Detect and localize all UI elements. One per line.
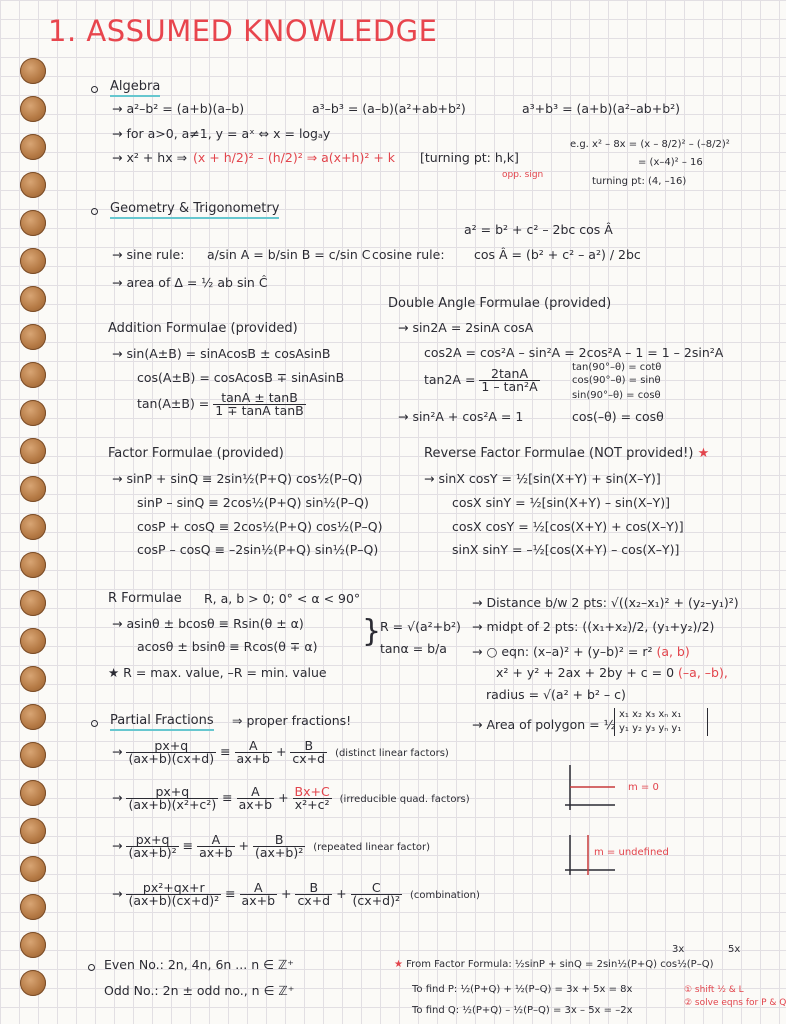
binder-ring [20,210,46,236]
binder-ring [20,780,46,806]
polygon-matrix [614,708,708,736]
reverse-heading [424,447,709,461]
binder-ring [20,628,46,654]
pf1-b-num: B [290,740,327,753]
reverse-l4: sinX sinY = –½[cos(X+Y) – cos(X–Y)] [452,542,680,557]
tan2a-num: 2tanA [479,368,539,381]
factor-heading: Factor Formulae (provided) [108,446,284,461]
bullet-dot [91,86,98,93]
polygon-y-row: y₁ y₂ y₃ yₙ y₁ [619,723,682,734]
factor-l3: cosP + cosQ ≡ 2cos½(P+Q) cos½(P–Q) [137,519,383,534]
pf3-b-num: B [253,834,305,847]
page-title: 1. ASSUMED KNOWLEDGE [48,14,438,48]
pf4-c-num: C [351,882,402,895]
binder-ring [20,552,46,578]
binder-ring [20,514,46,540]
factor-l1: → sinP + sinQ ≡ 2sin½(P+Q) cos½(P–Q) [112,471,363,486]
circle-general [496,666,728,680]
cosine-rule: cos Â = (b² + c² – a²) / 2bc [474,247,641,262]
partial-row-quadratic: → $\frac{px+q}{\text{(ax+b)(x²+c²)}}$ ≡ $\frac{A}{ax+b}$ + $\frac{Bx+C}{\text{x²+c²}}$ (irreducible quad. factors) [112,784,470,812]
bullet-dot [91,720,98,727]
binder-ring [20,362,46,388]
tan2a [424,368,540,393]
addition-heading: Addition Formulae (provided) [108,321,298,336]
circle-general-text: x² + y² + 2ax + 2by + c = 0 [496,665,675,680]
pf3-note: (repeated linear factor) [313,842,431,853]
pf3-a-den: ax+b [199,845,233,860]
pf4-note: (combination) [409,890,480,901]
sine-rule-label: → sine rule: [112,247,185,262]
pf3-den: (ax+b)² [128,845,177,860]
double-angle-heading: Double Angle Formulae (provided) [388,296,612,311]
diff-cubes: a³–b³ = (a–b)(a²+ab+b²) [312,101,466,116]
circle-equation-text: → ○ eqn: (x–a)² + (y–b)² = r² [472,644,653,659]
complete-square-steps: (x + h/2)² – (h/2)² ⇒ a(x+h)² + k [193,150,396,165]
circle-center: (a, b) [656,644,690,659]
binder-ring [20,172,46,198]
pf2-b-den: x²+c² [294,797,330,812]
pf4-c-den: (cx+d)² [352,893,400,908]
tan-addition-lhs: tan(A±B) = [137,396,210,411]
sin2a: → sin2A = 2sinA cosA [398,320,534,335]
pf4-num: px²+qx+r [126,882,221,895]
r-note: ★ R = max. value, –R = min. value [108,665,327,680]
binder-ring [20,324,46,350]
polygon-x-row: x₁ x₂ x₃ xₙ x₁ [619,709,682,720]
tan-addition-num: tanA ± tanB [213,392,305,405]
brace-icon: } [362,614,382,649]
star-icon: ★ [697,446,710,461]
pf4-a-den: ax+b [241,893,276,908]
binder-ring [20,818,46,844]
tan2a-lhs: tan2A = [424,372,476,387]
binder-ring [20,894,46,920]
opp-sign-note: opp. sign [502,170,544,180]
binder-ring [20,932,46,958]
binder-ring [20,438,46,464]
geometry-heading: Geometry & Trigonometry [110,201,279,219]
step-note-1: ① shift ½ & L [684,985,744,995]
binder-ring [20,286,46,312]
cos2a: cos2A = cos²A – sin²A = 2cos²A – 1 = 1 – 2sin²A [424,345,724,360]
tan-alpha: tanα = b/a [380,641,447,656]
pythagorean-identity: → sin²A + cos²A = 1 [398,409,524,424]
pf1-a-num: A [235,740,272,753]
partial-row-combination: → $\frac{\text{px²+qx+r}}{\text{(ax+b)(cx+d)²}}$ ≡ $\frac{A}{ax+b}$ + $\frac{B}{cx+d}$ + $\frac{C}{\text{(cx+d)²}}$ (combination) [112,880,480,908]
binder-ring [20,742,46,768]
r-value: R = √(a²+b²) [380,619,461,634]
binder-ring [20,970,46,996]
pf2-note: (irreducible quad. factors) [339,794,470,805]
distance-formula: → Distance b/w 2 pts: √((x₂–x₁)² + (y₂–y₁)²) [472,595,739,610]
binder-ring [20,590,46,616]
binder-ring [20,400,46,426]
partial-heading: Partial Fractions [110,713,214,731]
label-3x: 3x [672,944,685,955]
label-5x: 5x [728,944,741,955]
tan-addition [137,392,306,417]
binder-ring [20,856,46,882]
sin-addition: → sin(A±B) = sinAcosB ± cosAsinB [112,346,331,361]
pf4-b-num: B [295,882,332,895]
log-rule: → for a>0, a≠1, y = aˣ ⇔ x = logₐy [112,126,331,141]
pf4-a-num: A [240,882,277,895]
polygon-area-label: → Area of polygon = ½ [472,717,616,732]
pf3-b-den: (ax+b)² [255,845,304,860]
reverse-l3: cosX cosY = ½[cos(X+Y) + cos(X–Y)] [452,519,684,534]
circle-general-center: (–a, –b), [678,665,728,680]
pf1-den: (ax+b)(cx+d) [128,751,215,766]
circle-radius: radius = √(a² + b² – c) [486,687,626,702]
pf3-num: px+q [126,834,178,847]
binder-ring [20,248,46,274]
binder-ring [20,476,46,502]
pf2-a-num: A [237,786,274,799]
sine-rule: a/sin A = b/sin B = c/sin C [207,247,371,262]
binder-ring [20,96,46,122]
find-p: To find P: ½(P+Q) + ½(P–Q) = 3x + 5x = 8x [412,984,633,995]
pf3-a-num: A [197,834,234,847]
area-triangle: → area of Δ = ½ ab sin Ĉ [112,275,268,290]
tan-addition-den: 1 ∓ tanA tanB [215,403,304,418]
example-line3: turning pt: (4, –16) [592,176,687,187]
turning-point: [turning pt: h,k] [420,150,519,165]
pf2-num: px+q [126,786,218,799]
cos-addition: cos(A±B) = cosAcosB ∓ sinAsinB [137,370,345,385]
r-formula-heading: R Formulae [108,591,182,606]
reverse-l2: cosX sinY = ½[sin(X+Y) – sin(X–Y)] [452,495,671,510]
pf1-b-den: cx+d [292,751,326,766]
horizontal-line-graph [560,760,620,820]
example-line2: = (x–4)² – 16 [638,157,703,168]
gradient-zero-label: m = 0 [628,782,659,793]
odd-numbers: Odd No.: 2n ± odd no., n ∈ ℤ⁺ [104,983,295,998]
diff-squares: → a²–b² = (a+b)(a–b) [112,101,245,116]
find-q: To find Q: ½(P+Q) – ½(P–Q) = 3x – 5x = –2x [412,1005,633,1016]
pf1-num: px+q [126,740,216,753]
factor-l4: cosP – cosQ ≡ –2sin½(P+Q) sin½(P–Q) [137,542,379,557]
pf4-den: (ax+b)(cx+d)² [128,893,220,908]
binder-ring [20,666,46,692]
circle-equation [472,645,690,659]
comp-tan: tan(90°–θ) = cotθ [572,362,662,373]
from-factor-text: From Factor Formula: ½sinP + sinQ = 2sin½(P+Q) cos½(P–Q) [406,959,714,970]
reverse-heading-text: Reverse Factor Formulae (NOT provided!) [424,446,694,461]
binder-ring [20,704,46,730]
r-formula-sin: → asinθ ± bcosθ ≡ Rsin(θ ± α) [112,616,304,631]
bullet-dot [88,964,95,971]
pf1-a-den: ax+b [236,751,270,766]
complete-square-lhs: → x² + hx ⇒ [112,150,188,165]
pf2-a-den: ax+b [238,797,273,812]
reverse-l1: → sinX cosY = ½[sin(X+Y) + sin(X–Y)] [424,471,661,486]
step-note-2: ② solve eqns for P & Q [684,998,786,1008]
pf2-b-num: Bx+C [294,784,330,799]
star-icon: ★ [394,959,403,970]
from-factor-line [394,958,713,972]
tan2a-den: 1 – tan²A [481,379,538,394]
comp-sin: sin(90°–θ) = cosθ [572,390,661,401]
pf2-den: (ax+b)(x²+c²) [128,797,217,812]
bullet-dot [91,208,98,215]
partial-row-distinct: → $\frac{px+q}{(ax+b)(cx+d)}$ ≡ $\frac{A}{ax+b}$ + $\frac{B}{cx+d}$ (distinct linear factors) [112,738,449,766]
pf1-note: (distinct linear factors) [335,748,449,759]
binder-ring [20,58,46,84]
midpoint-formula: → midpt of 2 pts: ((x₁+x₂)/2, (y₁+y₂)/2) [472,619,715,634]
r-formula-conditions: R, a, b > 0; 0° < α < 90° [204,591,361,606]
factor-l2: sinP – sinQ ≡ 2cos½(P+Q) sin½(P–Q) [137,495,369,510]
pf4-b-den: cx+d [297,893,331,908]
cosine-rule-top: a² = b² + c² – 2bc cos Â [464,222,613,237]
example-line1: e.g. x² – 8x = (x – 8/2)² – (–8/2)² [570,139,730,150]
partial-subheading: ⇒ proper fractions! [232,713,352,728]
r-formula-cos: acosθ ± bsinθ ≡ Rcos(θ ∓ α) [137,639,318,654]
partial-row-repeated: → $\frac{px+q}{\text{(ax+b)²}}$ ≡ $\frac{A}{ax+b}$ + $\frac{B}{\text{(ax+b)²}}$ (repeated linear factor) [112,832,431,860]
gradient-undefined-label: m = undefined [594,847,669,858]
comp-cos: cos(90°–θ) = sinθ [572,375,661,386]
binder-ring [20,134,46,160]
sum-cubes: a³+b³ = (a+b)(a²–ab+b²) [522,101,681,116]
algebra-heading: Algebra [110,79,160,97]
cosine-rule-label: cosine rule: [372,247,445,262]
cos-neg: cos(–θ) = cosθ [572,409,664,424]
even-numbers: Even No.: 2n, 4n, 6n ... n ∈ ℤ⁺ [104,957,294,972]
